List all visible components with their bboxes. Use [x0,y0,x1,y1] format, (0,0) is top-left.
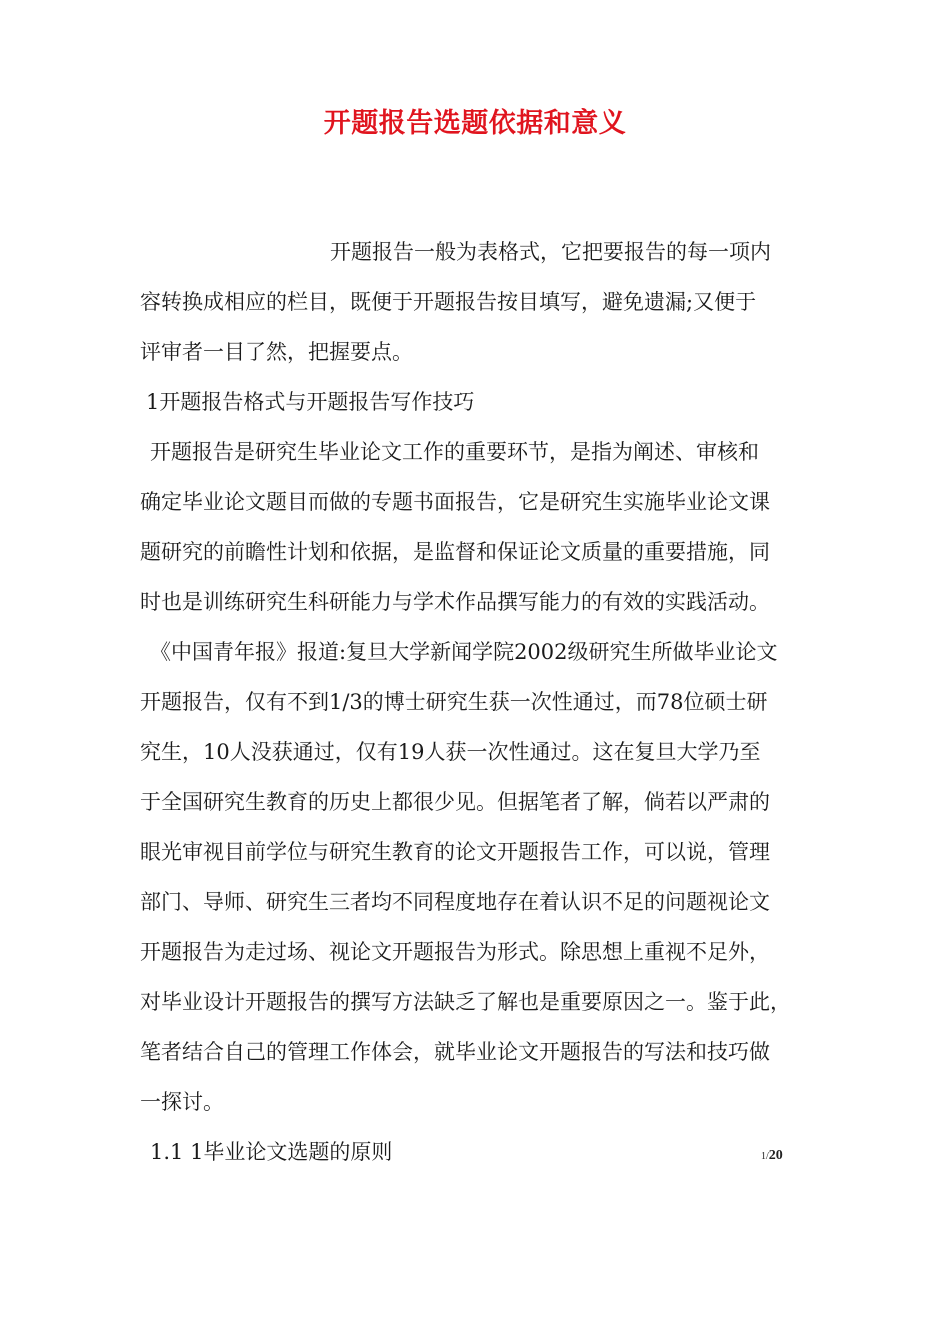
document-body [140,232,830,1182]
paragraph-line: 时也是训练研究生科研能力与学术作品撰写能力的有效的实践活动。 [140,590,770,614]
paragraph-line: 对毕业设计开题报告的撰写方法缺乏了解也是重要原因之一。鉴于此， [140,990,791,1014]
paragraph-line: 开题报告是研究生毕业论文工作的重要环节，是指为阐述、审核和 [150,440,759,464]
page-total: 20 [768,1148,783,1163]
paragraph-line: 容转换成相应的栏目，既便于开题报告按目填写，避免遗漏;又便于 [140,290,757,314]
paragraph-line: 究生，10人没获通过，仅有19人获一次性通过。这在复旦大学乃至 [140,740,761,764]
subsection-heading: 1.1 1毕业论文选题的原则 [150,1140,393,1164]
page-number [761,1148,783,1164]
paragraph-line: 开题报告一般为表格式，它把要报告的每一项内 [330,240,771,264]
paragraph-line: 题研究的前瞻性计划和依据，是监督和保证论文质量的重要措施，同 [140,540,770,564]
section-heading: 1开题报告格式与开题报告写作技巧 [146,390,475,414]
paragraph-line: 笔者结合自己的管理工作体会，就毕业论文开题报告的写法和技巧做 [140,1040,770,1064]
paragraph-line: 开题报告为走过场、视论文开题报告为形式。除思想上重视不足外， [140,940,770,964]
paragraph-line: 评审者一目了然，把握要点。 [140,340,413,364]
paragraph-line: 一探讨。 [140,1090,224,1114]
paragraph-line: 开题报告，仅有不到1/3的博士研究生获一次性通过，而78位硕士研 [140,690,768,714]
paragraph-line: 确定毕业论文题目而做的专题书面报告，它是研究生实施毕业论文课 [140,490,770,514]
page-current: 1/ [761,1151,769,1162]
paragraph-line: 于全国研究生教育的历史上都很少见。但据笔者了解，倘若以严肃的 [140,790,770,814]
paragraph-line: 《中国青年报》报道:复旦大学新闻学院2002级研究生所做毕业论文 [150,640,778,664]
paragraph-line: 眼光审视目前学位与研究生教育的论文开题报告工作，可以说，管理 [140,840,770,864]
paragraph-line: 部门、导师、研究生三者均不同程度地存在着认识不足的问题视论文 [140,890,770,914]
document-title: 开题报告选题依据和意义 [323,108,627,139]
